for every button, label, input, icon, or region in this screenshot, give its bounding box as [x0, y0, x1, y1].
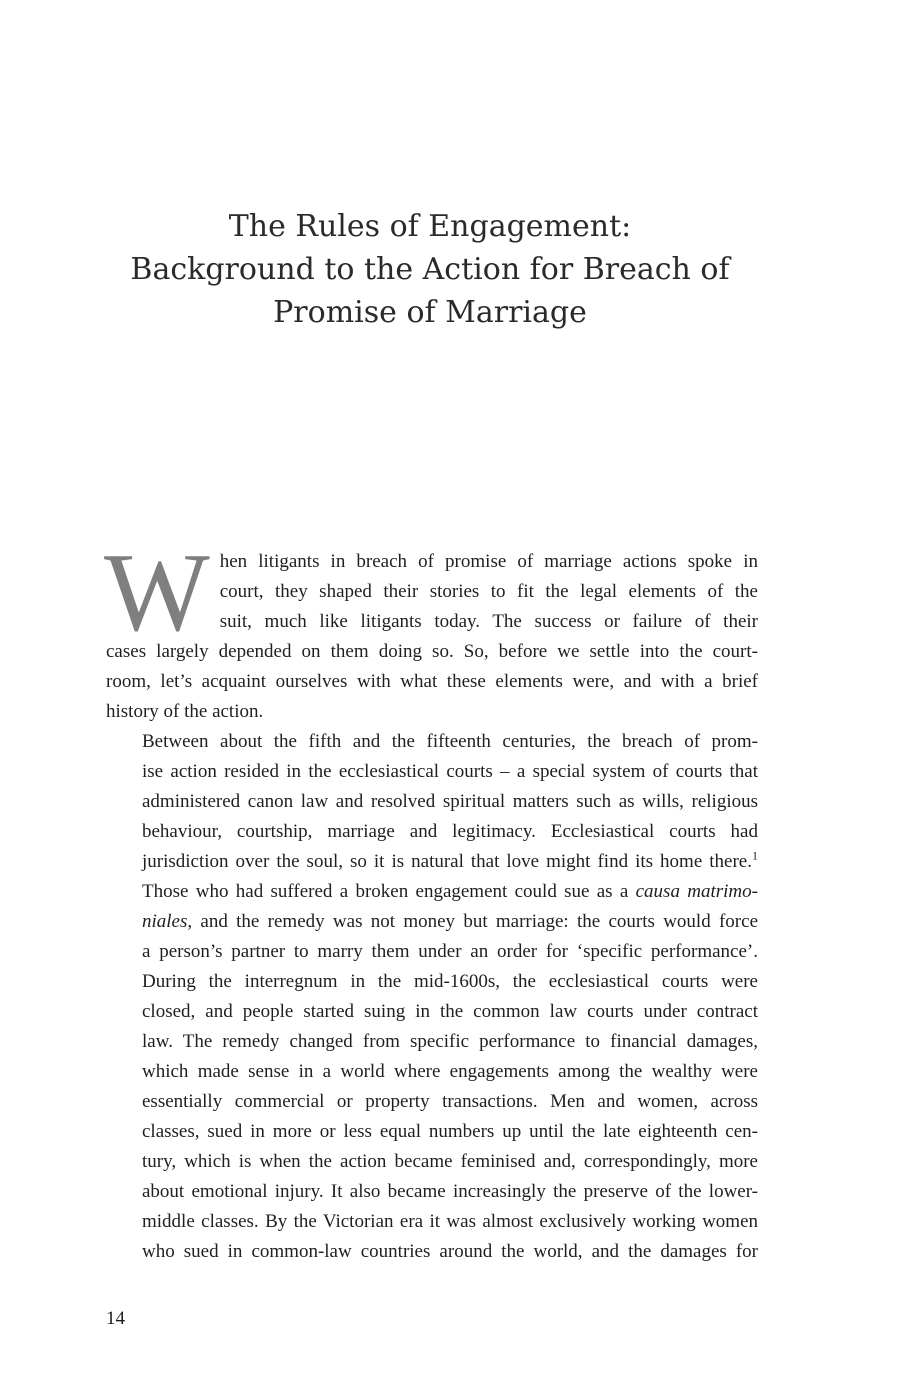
line-text: , and the remedy was not money but marriage: the courts would force [187, 911, 758, 932]
text-line: history of the action. [106, 701, 264, 722]
text-line: tury, which is when the action became feminised and, correspondingly, more [142, 1151, 758, 1172]
text-line: suit, much like litigants today. The success or failure of their [219, 611, 758, 632]
title-line: Promise of Marriage [273, 295, 587, 330]
text-line [106, 877, 758, 907]
text-line: administered canon law and resolved spiritual matters such as wills, religious [142, 791, 758, 812]
body-text [104, 531, 758, 1267]
text-line: During the interregnum in the mid-1600s, the ecclesiastical courts were [142, 971, 758, 992]
italic-term: niales [142, 911, 188, 932]
text-line: cases largely depended on them doing so. So, before we settle into the court- [106, 641, 758, 662]
text-line: a person’s partner to marry them under an order for ‘specific performance’. [142, 941, 758, 962]
text-line: court, they shaped their stories to fit the legal elements of the [219, 581, 758, 602]
drop-cap: W [104, 531, 210, 655]
text-line [106, 907, 758, 937]
text-line: middle classes. By the Victorian era it was almost exclusively working women [142, 1211, 758, 1232]
line-text: jurisdiction over the soul, so it is natural that love might find its home there. [142, 851, 752, 872]
paragraph-2 [106, 727, 758, 1267]
title-line: Background to the Action for Breach of [130, 252, 730, 287]
page-number: 14 [106, 1308, 125, 1329]
text-line: Between about the fifth and the fifteenth centuries, the breach of prom- [142, 731, 758, 752]
text-line: behaviour, courtship, marriage and legitimacy. Ecclesiastical courts had [142, 821, 758, 842]
paragraph-1 [104, 531, 758, 727]
text-line: ise action resided in the ecclesiastical courts – a special system of courts that [142, 761, 758, 782]
text-line: hen litigants in breach of promise of marriage actions spoke in [219, 551, 758, 572]
text-line: essentially commercial or property transactions. Men and women, across [142, 1091, 758, 1112]
text-line: who sued in common-law countries around the world, and the damages for [142, 1241, 758, 1262]
text-line: about emotional injury. It also became increasingly the preserve of the lower- [142, 1181, 758, 1202]
italic-term: causa matrimo- [635, 881, 758, 902]
text-line: classes, sued in more or less equal numbers up until the late eighteenth cen- [142, 1121, 758, 1142]
text-line: closed, and people started suing in the common law courts under contract [142, 1001, 758, 1022]
title-line: The Rules of Engagement: [228, 209, 632, 244]
text-line: which made sense in a world where engagements among the wealthy were [142, 1061, 758, 1082]
text-line: room, let’s acquaint ourselves with what these elements were, and with a brief [106, 671, 758, 692]
text-line [106, 847, 758, 877]
chapter-title [100, 205, 760, 334]
text-line: law. The remedy changed from specific performance to financial damages, [142, 1031, 758, 1052]
footnote-reference[interactable]: 1 [752, 848, 758, 863]
line-text: Those who had suffered a broken engagement could sue as a [142, 881, 636, 902]
